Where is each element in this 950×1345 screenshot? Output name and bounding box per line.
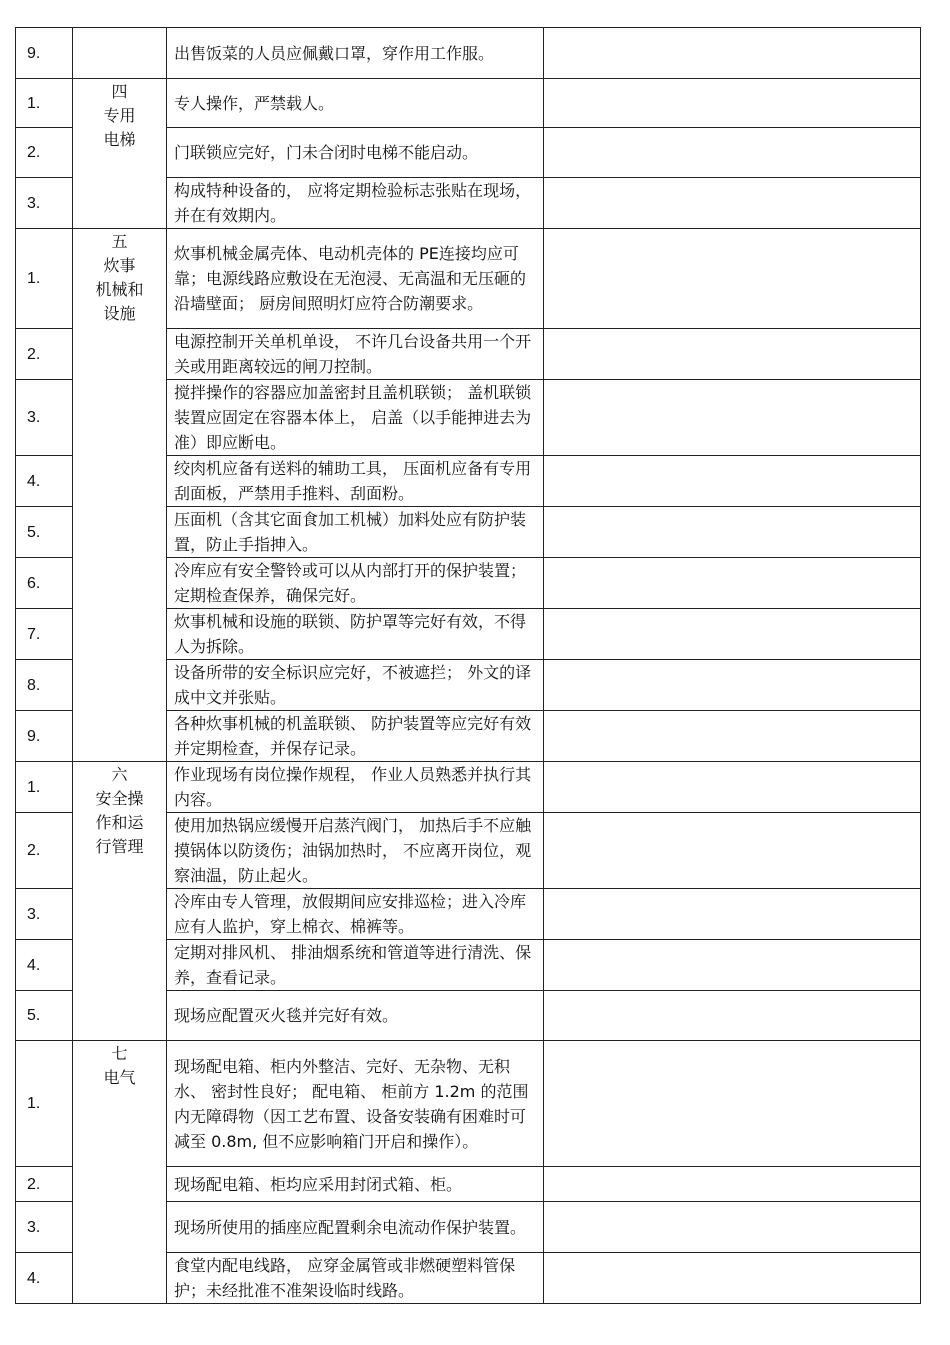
item-number: 1. xyxy=(16,1041,73,1167)
category-label: 五 xyxy=(111,232,128,251)
result-cell xyxy=(544,1041,921,1167)
category-label: 安全操 xyxy=(95,789,144,808)
result-cell xyxy=(544,762,921,813)
item-number: 3. xyxy=(16,380,73,456)
inspection-table-body xyxy=(16,28,921,1304)
category-cell xyxy=(73,229,167,762)
result-cell xyxy=(544,1202,921,1253)
result-cell xyxy=(544,79,921,128)
result-cell xyxy=(544,558,921,609)
item-number: 1. xyxy=(16,762,73,813)
item-number: 5. xyxy=(16,991,73,1041)
result-cell xyxy=(544,456,921,507)
category-label: 专用 xyxy=(103,106,136,125)
requirement-text: 食堂内配电线路， 应穿金属管或非燃硬塑料管保护；未经批准不准架设临时线路。 xyxy=(167,1253,544,1304)
category-label: 四 xyxy=(111,82,128,101)
item-number: 3. xyxy=(16,178,73,229)
requirement-text: 使用加热锅应缓慢开启蒸汽阀门， 加热后手不应触摸锅体以防烫伤；油锅加热时， 不应离开岗位，观察油温，防止起火。 xyxy=(167,813,544,889)
requirement-text: 构成特种设备的， 应将定期检验标志张贴在现场，并在有效期内。 xyxy=(167,178,544,229)
result-cell xyxy=(544,380,921,456)
result-cell xyxy=(544,128,921,178)
item-number: 2. xyxy=(16,128,73,178)
item-number: 9. xyxy=(16,28,73,79)
item-number: 3. xyxy=(16,889,73,940)
requirement-text: 现场配电箱、柜均应采用封闭式箱、柜。 xyxy=(167,1167,544,1202)
result-cell xyxy=(544,229,921,329)
category-label: 设施 xyxy=(103,304,136,323)
item-number: 2. xyxy=(16,329,73,380)
requirement-text: 设备所带的安全标识应完好，不被遮拦； 外文的译成中文并张贴。 xyxy=(167,660,544,711)
table-row xyxy=(16,28,921,79)
item-number: 4. xyxy=(16,940,73,991)
requirement-text: 冷库由专人管理，放假期间应安排巡检；进入冷库应有人监护，穿上棉衣、棉裤等。 xyxy=(167,889,544,940)
item-number: 2. xyxy=(16,1167,73,1202)
requirement-text: 定期对排风机、 排油烟系统和管道等进行清洗、保养，查看记录。 xyxy=(167,940,544,991)
item-number: 1. xyxy=(16,79,73,128)
category-label: 六 xyxy=(111,765,128,784)
requirement-text: 冷库应有安全警铃或可以从内部打开的保护装置；定期检查保养，确保完好。 xyxy=(167,558,544,609)
requirement-text: 电源控制开关单机单设， 不许几台设备共用一个开关或用距离较远的闸刀控制。 xyxy=(167,329,544,380)
category-label: 行管理 xyxy=(95,837,144,856)
requirement-text: 现场所使用的插座应配置剩余电流动作保护装置。 xyxy=(167,1202,544,1253)
requirement-text: 作业现场有岗位操作规程， 作业人员熟悉并执行其内容。 xyxy=(167,762,544,813)
result-cell xyxy=(544,28,921,79)
table-row xyxy=(16,762,921,813)
requirement-text: 各种炊事机械的机盖联锁、 防护装置等应完好有效并定期检查，并保存记录。 xyxy=(167,711,544,762)
item-number: 6. xyxy=(16,558,73,609)
result-cell xyxy=(544,813,921,889)
result-cell xyxy=(544,991,921,1041)
result-cell xyxy=(544,711,921,762)
item-number: 4. xyxy=(16,1253,73,1304)
category-label: 电气 xyxy=(103,1068,136,1087)
category-label: 七 xyxy=(111,1044,128,1063)
table-row xyxy=(16,1041,921,1167)
category-cell xyxy=(73,28,167,79)
requirement-text: 绞肉机应备有送料的辅助工具， 压面机应备有专用刮面板，严禁用手推料、刮面粉。 xyxy=(167,456,544,507)
result-cell xyxy=(544,609,921,660)
requirement-text: 现场配电箱、柜内外整洁、完好、无杂物、无积水、 密封性良好； 配电箱、 柜前方 1.2m 的范围内无障碍物（因工艺布置、设备安装确有困难时可减至 0.8m, 但不应影响箱门开启和操作）。 xyxy=(167,1041,544,1167)
requirement-text: 出售饭菜的人员应佩戴口罩，穿作用工作服。 xyxy=(167,28,544,79)
item-number: 2. xyxy=(16,813,73,889)
category-cell xyxy=(73,762,167,1041)
table-row xyxy=(16,79,921,128)
item-number: 9. xyxy=(16,711,73,762)
requirement-text: 门联锁应完好，门未合闭时电梯不能启动。 xyxy=(167,128,544,178)
result-cell xyxy=(544,507,921,558)
result-cell xyxy=(544,660,921,711)
item-number: 5. xyxy=(16,507,73,558)
result-cell xyxy=(544,1253,921,1304)
requirement-text: 搅拌操作的容器应加盖密封且盖机联锁； 盖机联锁装置应固定在容器本体上， 启盖（以手能抻进去为准）即应断电。 xyxy=(167,380,544,456)
category-cell xyxy=(73,79,167,229)
requirement-text: 专人操作，严禁载人。 xyxy=(167,79,544,128)
requirement-text: 现场应配置灭火毯并完好有效。 xyxy=(167,991,544,1041)
inspection-table xyxy=(15,27,921,1304)
result-cell xyxy=(544,1167,921,1202)
item-number: 3. xyxy=(16,1202,73,1253)
result-cell xyxy=(544,889,921,940)
requirement-text: 压面机（含其它面食加工机械）加料处应有防护装置，防止手指抻入。 xyxy=(167,507,544,558)
result-cell xyxy=(544,329,921,380)
category-label: 电梯 xyxy=(103,130,136,149)
item-number: 1. xyxy=(16,229,73,329)
category-label: 炊事 xyxy=(103,256,136,275)
item-number: 8. xyxy=(16,660,73,711)
item-number: 7. xyxy=(16,609,73,660)
category-label: 作和运 xyxy=(95,813,144,832)
result-cell xyxy=(544,940,921,991)
table-row xyxy=(16,229,921,329)
result-cell xyxy=(544,178,921,229)
requirement-text: 炊事机械金属壳体、电动机壳体的 PE连接均应可靠；电源线路应敷设在无泡浸、无高温和无压砸的沿墙壁面； 厨房间照明灯应符合防潮要求。 xyxy=(167,229,544,329)
category-label: 机械和 xyxy=(95,280,144,299)
requirement-text: 炊事机械和设施的联锁、防护罩等完好有效，不得人为拆除。 xyxy=(167,609,544,660)
item-number: 4. xyxy=(16,456,73,507)
category-cell xyxy=(73,1041,167,1304)
